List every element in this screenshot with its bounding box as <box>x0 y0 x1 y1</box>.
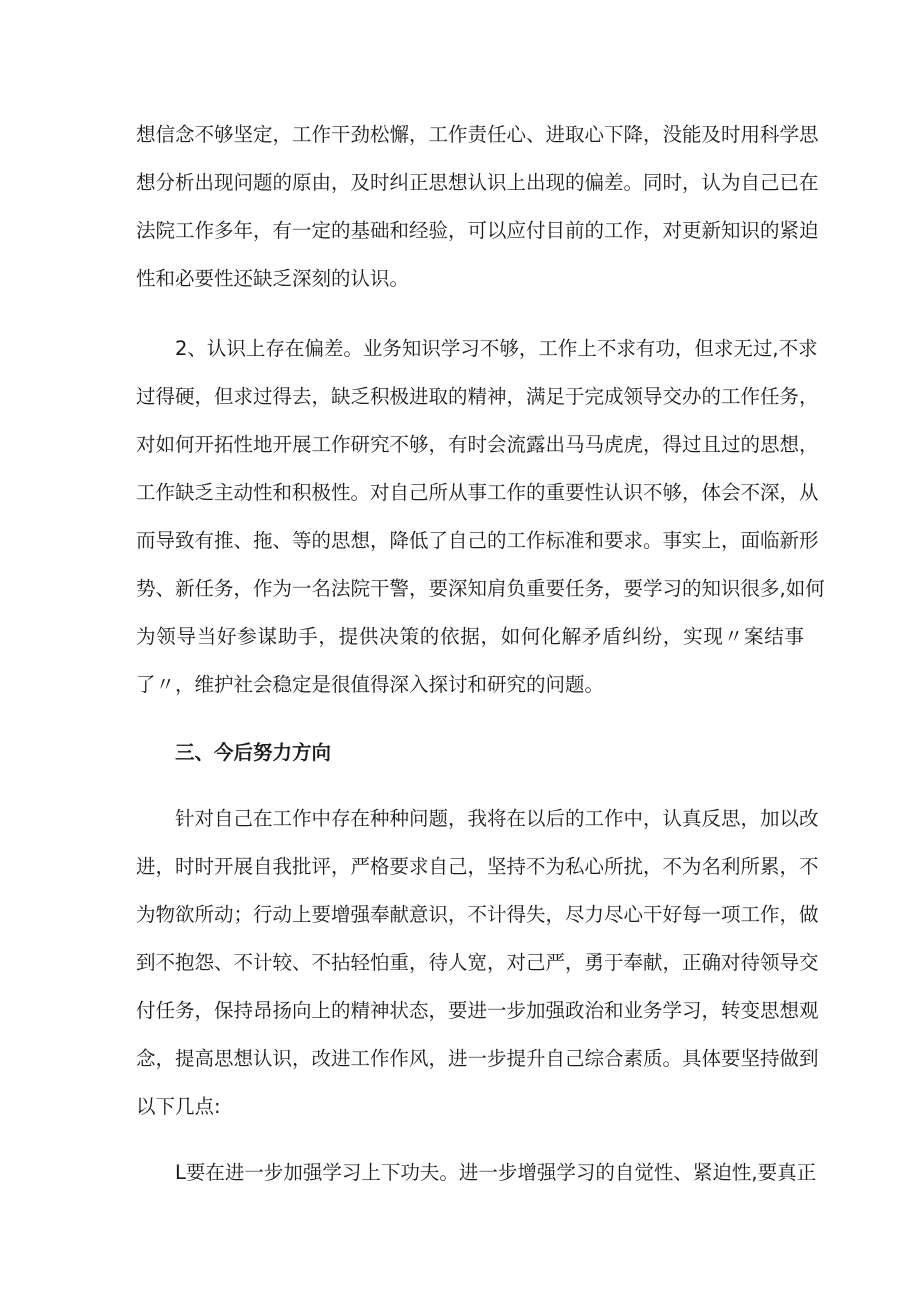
paragraph-2-line-1: 2、认识上存在偏差。业务知识学习不够，工作上不求有功，但求无过,不求 <box>175 337 818 360</box>
paragraph-3-line-6: 念，提高思想认识，改进工作作风，进一步提升自己综合素质。具体要坚持做到 <box>136 1047 819 1070</box>
paragraph-3-line-1: 针对自己在工作中存在种种问题，我将在以后的工作中，认真反思，加以改 <box>175 807 819 830</box>
paragraph-3-line-7: 以下几点: <box>136 1095 221 1118</box>
paragraph-2-line-6: 势、新任务，作为一名法院干警，要深知肩负重要任务，要学习的知识很多,如何 <box>136 577 825 600</box>
paragraph-3-line-5: 付任务，保持昂扬向上的精神状态，要进一步加强政治和业务学习，转变思想观 <box>136 999 819 1022</box>
section-heading: 三、今后努力方向 <box>175 741 332 764</box>
paragraph-1-line-4: 性和必要性还缺乏深刻的认识。 <box>136 267 410 290</box>
paragraph-2-line-5: 而导致有推、拖、等的思想，降低了自己的工作标准和要求。事实上，面临新形 <box>136 529 819 552</box>
paragraph-2-line-3: 对如何开拓性地开展工作研究不够，有时会流露出马马虎虎，得过且过的思想， <box>136 433 819 456</box>
paragraph-2-line-8: 了〃，维护社会稳定是很值得深入探讨和研究的问题。 <box>136 673 605 696</box>
paragraph-2-line-4: 工作缺乏主动性和积极性。对自己所从事工作的重要性认识不够，体会不深，从 <box>136 481 819 504</box>
paragraph-2-line-2: 过得硬，但求过得去，缺乏积极进取的精神，满足于完成领导交办的工作任务， <box>136 385 819 408</box>
paragraph-3-line-4: 到不抱怨、不计较、不拈轻怕重，待人宽，对己严，勇于奉献，正确对待领导交 <box>136 951 819 974</box>
paragraph-1-line-2: 想分析出现问题的原由，及时纠正思想认识上出现的偏差。同时，认为自己已在 <box>136 171 819 194</box>
paragraph-1-line-1: 想信念不够坚定，工作干劲松懈，工作责任心、进取心下降，没能及时用科学思 <box>136 123 819 146</box>
paragraph-2-line-7: 为领导当好参谋助手，提供决策的依据，如何化解矛盾纠纷，实现〃案结事 <box>136 625 804 648</box>
paragraph-3-line-3: 为物欲所动；行动上要增强奉献意识，不计得失，尽力尽心干好每一项工作，做 <box>136 903 819 926</box>
paragraph-3-line-2: 进，时时开展自我批评，严格要求自己，坚持不为私心所扰，不为名利所累，不 <box>136 855 819 878</box>
paragraph-1-line-3: 法院工作多年，有一定的基础和经验，可以应付目前的工作，对更新知识的紧迫 <box>136 219 819 242</box>
paragraph-4-line-1: L要在进一步加强学习上下功夫。进一步增强学习的自觉性、紧迫性,要真正 <box>175 1161 817 1184</box>
